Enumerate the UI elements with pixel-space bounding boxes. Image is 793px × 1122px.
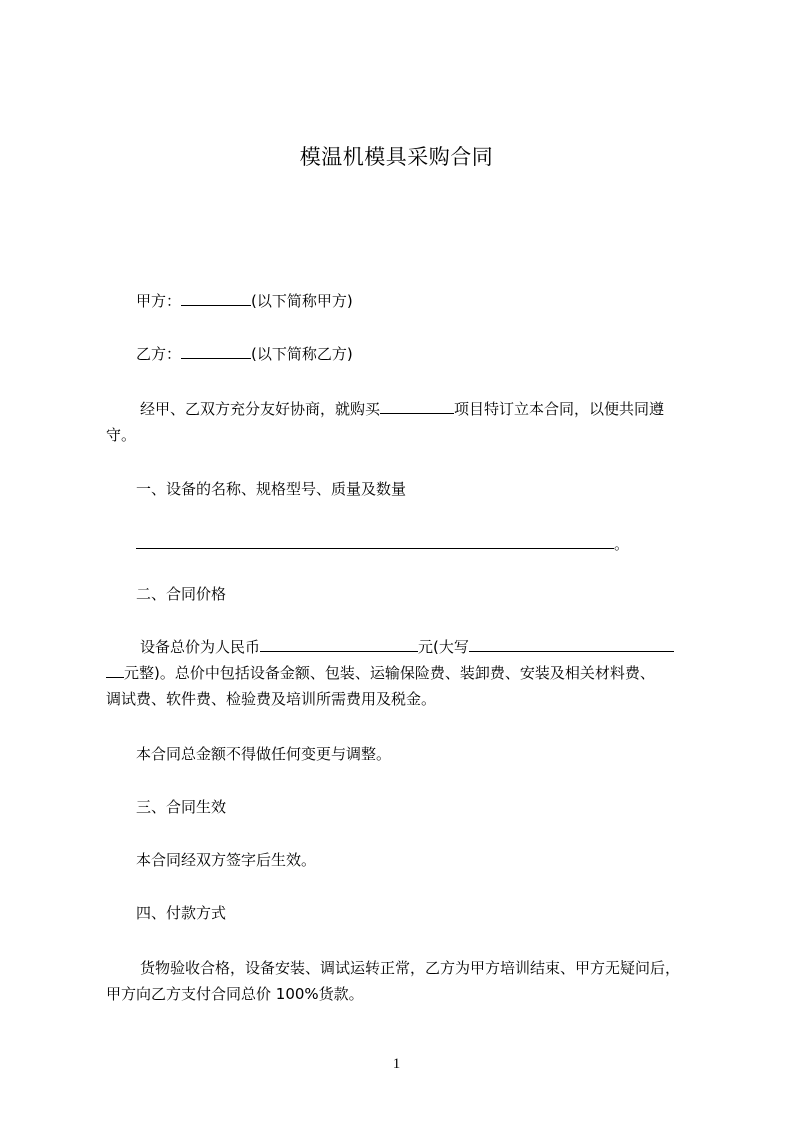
section-2-heading: 二、合同价格 [136,585,227,603]
price-amount-blank [260,635,418,652]
price-line-2-text: 元整)。总价中包括设备金额、包装、运输保险费、装卸费、安装及相关材料费、 [124,664,655,682]
price-text-middle: 元(大写 [418,638,469,656]
price-capital-blank-continued [106,661,124,678]
section-4-heading: 四、付款方式 [136,904,227,922]
payment-line-1: 货物验收合格，设备安装、调试运转正常，乙方为甲方培训结束、甲方无疑问后， [140,959,681,977]
equipment-details-blank [136,532,614,549]
party-a-blank [181,289,251,306]
price-text-before: 设备总价为人民币 [140,638,261,656]
party-b-line [106,341,748,367]
section-3-heading: 三、合同生效 [136,798,227,816]
party-a-line [106,288,748,314]
section-3-text: 本合同经双方签字后生效。 [136,851,317,869]
payment-line-2: 甲方向乙方支付合同总价 100%货款。 [106,985,364,1003]
fixed-amount-clause: 本合同总金额不得做任何变更与调整。 [136,745,392,763]
price-line-3: 调试费、软件费、检验费及培训所需费用及税金。 [106,690,437,708]
intro-line-2: 守。 [106,426,137,444]
intro-line-1 [106,396,752,422]
party-b-blank [181,342,251,359]
party-a-label: 甲方： [136,292,182,310]
document-title: 模温机模具采购合同 [299,145,494,169]
section-1-fill-line [106,531,748,557]
page-number: 1 [392,1056,401,1072]
price-line-2 [106,660,718,686]
section-1-period: 。 [614,535,630,553]
party-b-suffix: (以下简称乙方) [251,345,353,363]
section-1-heading: 一、设备的名称、规格型号、质量及数量 [136,480,407,498]
party-b-label: 乙方： [136,345,182,363]
party-a-suffix: (以下简称甲方) [251,292,353,310]
intro-text-after: 项目特订立本合同，以便共同遵 [454,400,665,418]
purchase-item-blank [380,397,454,414]
price-capital-blank [469,635,674,652]
intro-text-before: 经甲、乙双方充分友好协商，就购买 [140,400,381,418]
price-line-1 [106,634,752,660]
